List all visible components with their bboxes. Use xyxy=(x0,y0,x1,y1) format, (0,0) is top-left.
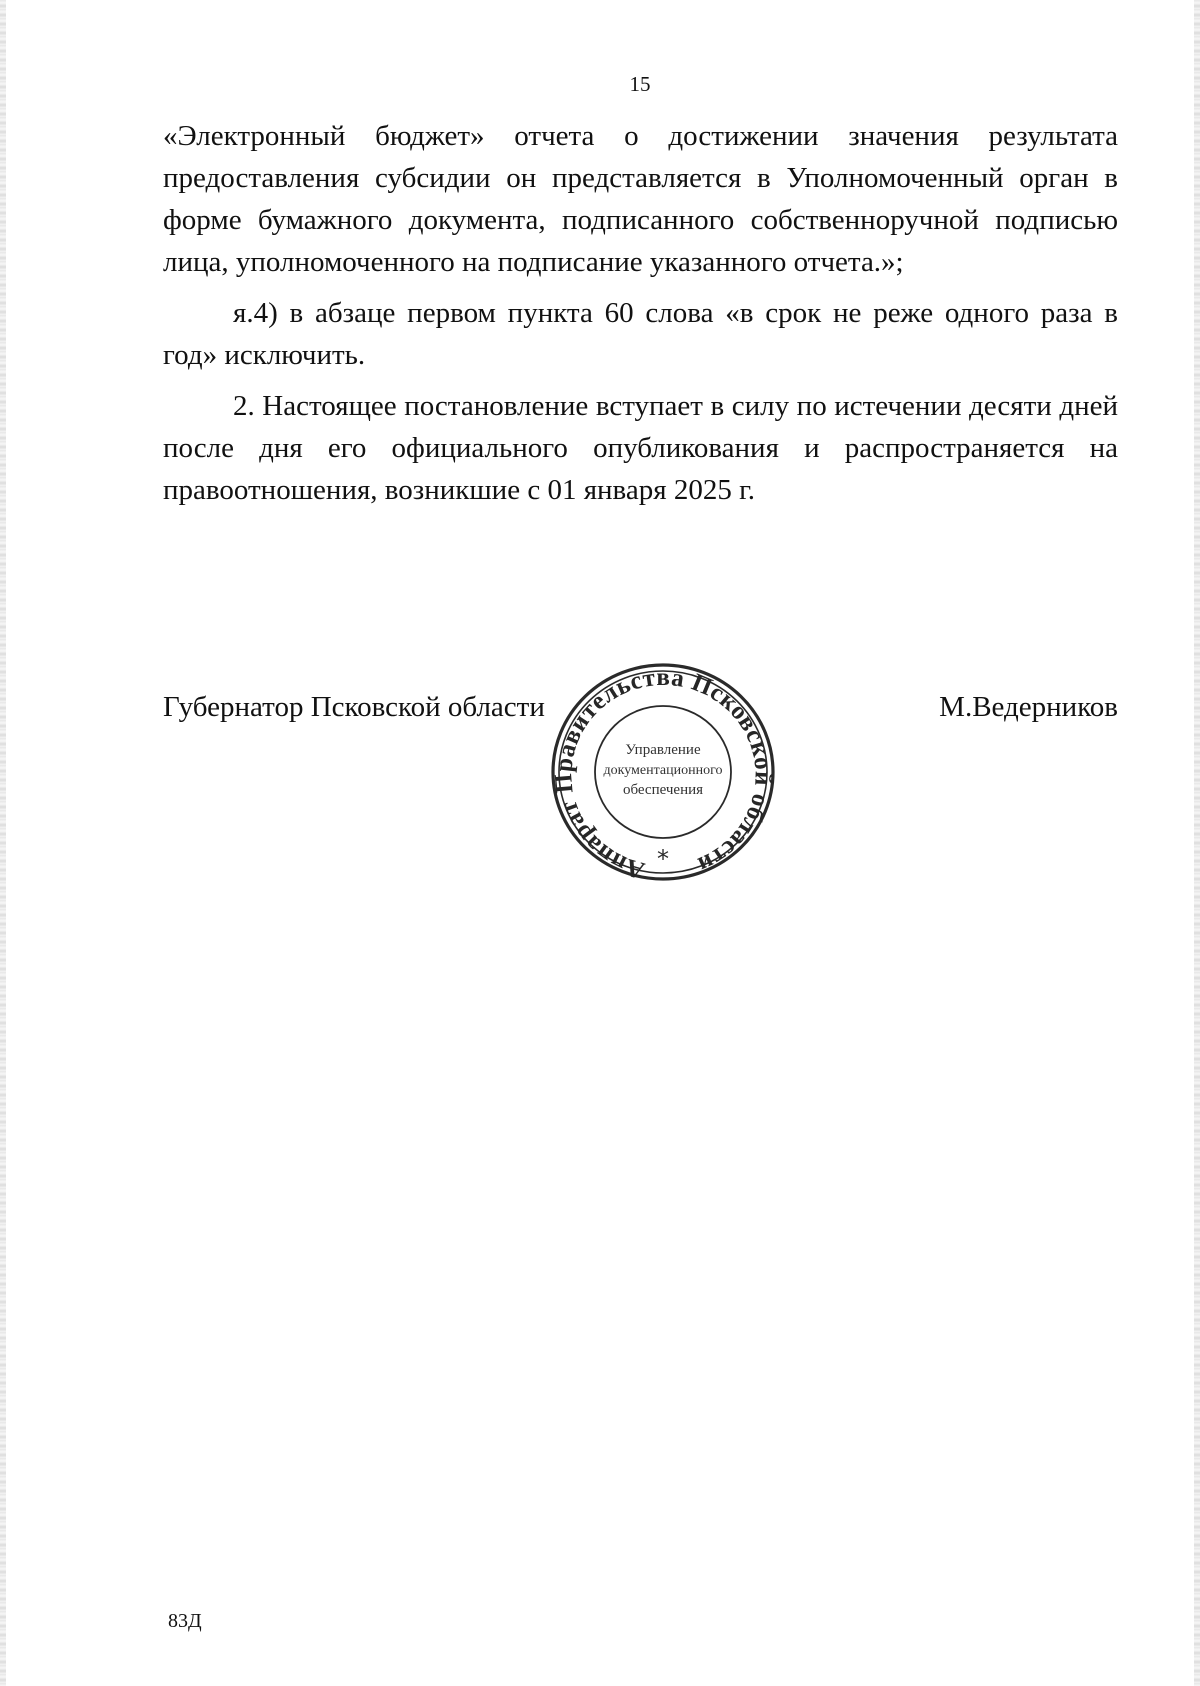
signatory-name: М.Ведерников xyxy=(939,691,1118,723)
paragraph-continuation: «Электронный бюджет» отчета о достижении значения результата предоставления субсидии он представляется в Уполномоченный орган в форме бумажного документа, подписанного собственноручной подписью лица, уполномоченного на подписание указанного отчета.»; xyxy=(163,120,1118,278)
document-body xyxy=(163,115,1118,520)
paragraph-amendment: я.4) в абзаце первом пункта 60 слова «в срок не реже одного раза в год» исключить. xyxy=(163,297,1118,371)
seal-inner-line-2: документационного xyxy=(603,763,723,778)
seal-inner-line-3: обеспечения xyxy=(622,782,704,798)
seal-outer-text: Аппарат Правительства Псковской области xyxy=(550,663,777,884)
document-footer-code: 83Д xyxy=(168,1610,202,1632)
signatory-title: Губернатор Псковской области xyxy=(163,691,545,723)
official-seal-stamp xyxy=(548,660,778,884)
seal-inner-line-1: Управление xyxy=(625,742,701,758)
page-number: 15 xyxy=(629,72,651,96)
seal-star-icon: * xyxy=(657,845,669,873)
scan-edge-left xyxy=(0,0,6,1686)
paragraph-effective-date: 2. Настоящее постановление вступает в силу по истечении десяти дней после дня его официального опубликования и распространяется на правоотношения, возникшие с 01 января 2025 г. xyxy=(163,390,1118,506)
scan-edge-right xyxy=(1194,0,1200,1686)
